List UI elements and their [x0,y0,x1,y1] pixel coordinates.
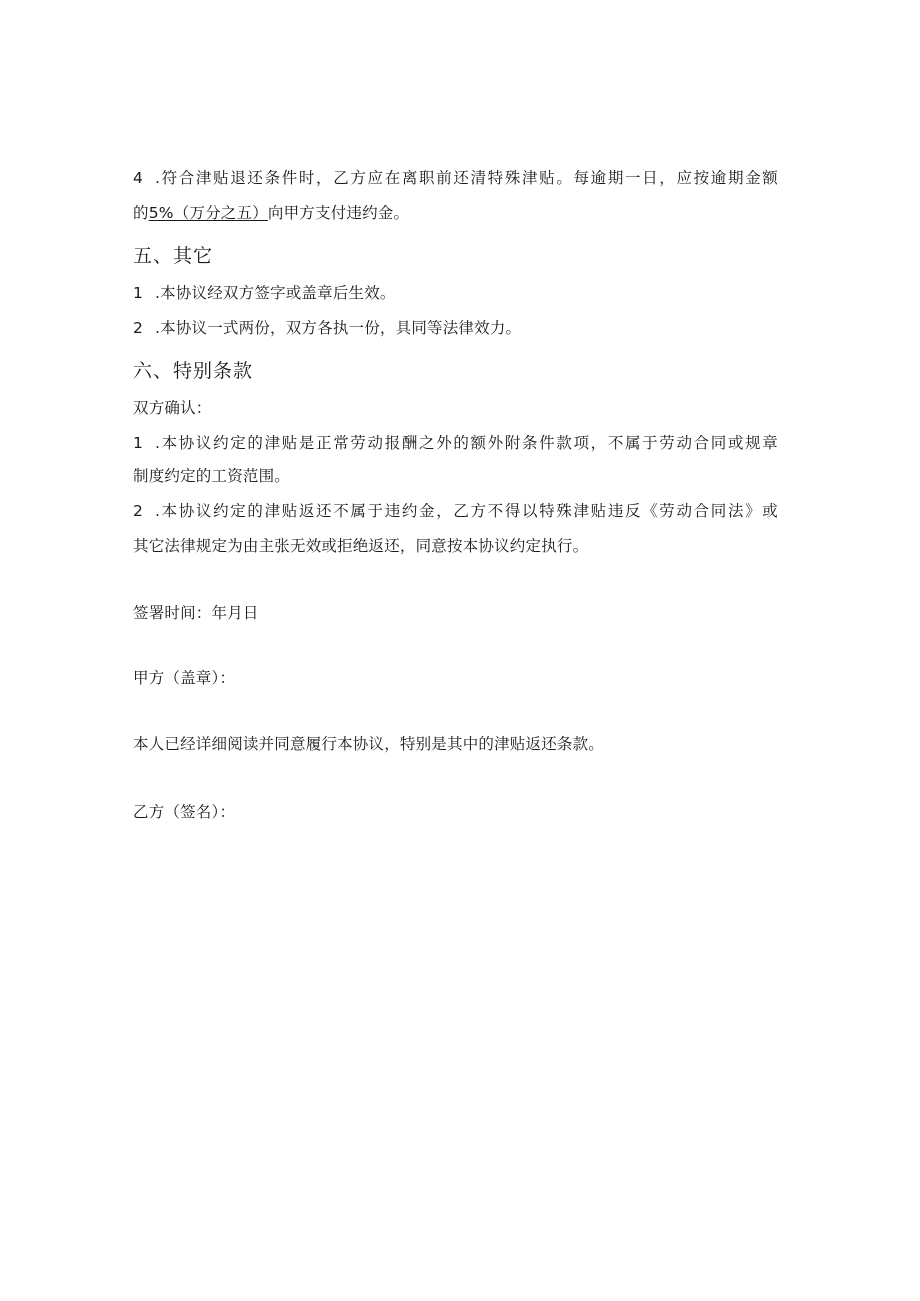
clause-4-line-1 [133,168,778,188]
acknowledgement-text: 本人已经详细阅读并同意履行本协议，特别是其中的津贴返还条款。 [133,735,605,753]
section-5-item-2 [133,318,521,338]
item-text: .本协议约定的津贴是正常劳动报酬之外的额外附条件款项，不属于劳动合同或规章 [155,434,778,452]
party-a-seal-label: 甲方（盖章）： [133,669,236,687]
clause-4-line-2 [133,203,409,223]
clause-text: .符合津贴退还条件时，乙方应在离职前还清特殊津贴。每逾期一日，应按逾期金额 [155,169,778,187]
item-text: .本协议约定的津贴返还不属于违约金，乙方不得以特殊津贴违反《劳动合同法》或 [155,502,778,520]
section-6-item-2-line-1 [133,501,778,521]
item-number: 1 [133,284,144,302]
penalty-rate: 5%（万分之五） [148,204,268,222]
section-6-item-1-line-1 [133,433,778,453]
section-6-heading: 六、特别条款 [133,360,254,382]
item-text: .本协议一式两份，双方各执一份，具同等法律效力。 [155,319,522,337]
section-6-item-2-line-2: 其它法律规定为由主张无效或拒绝返还，同意按本协议约定执行。 [133,537,589,555]
section-5-item-1 [133,283,396,303]
signing-date-label: 签署时间：年月日 [133,604,259,622]
clause-text-suffix: 向甲方支付违约金。 [267,204,410,222]
item-number: 2 [133,319,144,337]
item-number: 1 [133,434,144,452]
section-5-heading: 五、其它 [133,245,214,267]
item-number: 2 [133,502,144,520]
section-6-intro: 双方确认： [133,399,212,417]
party-b-signature-label: 乙方（签名）： [133,803,236,821]
clause-number: 4 [133,169,144,187]
item-text: .本协议经双方签字或盖章后生效。 [155,284,396,302]
clause-text-prefix: 的 [133,204,149,222]
section-6-item-1-line-2: 制度约定的工资范围。 [133,467,291,485]
